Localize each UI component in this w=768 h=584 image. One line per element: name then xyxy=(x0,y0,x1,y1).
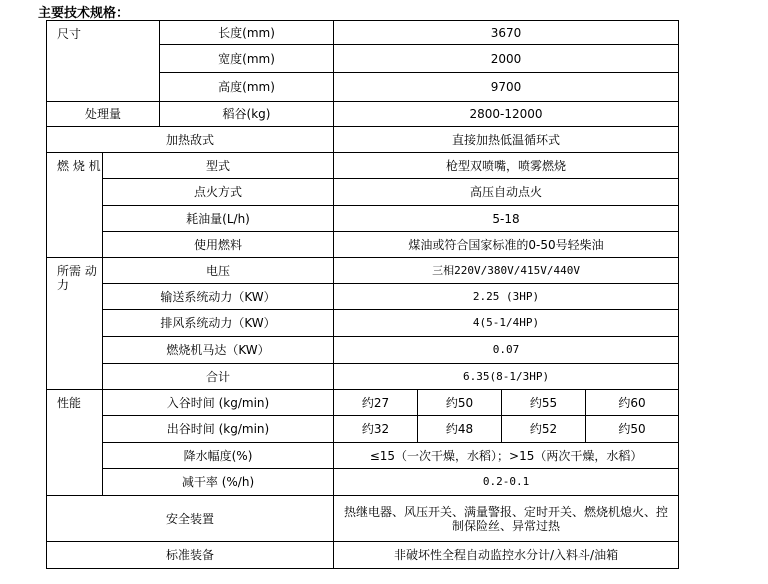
section-power: 所需 动力 xyxy=(47,258,103,390)
row-label: 点火方式 xyxy=(103,179,334,206)
section-capacity: 处理量 xyxy=(47,102,160,127)
row-label: 燃烧机马达（KW） xyxy=(103,337,334,364)
row-value: 煤油或符合国家标准的0-50号轻柴油 xyxy=(334,232,679,258)
table-row xyxy=(47,364,679,390)
table-row xyxy=(47,102,679,127)
table-row xyxy=(47,232,679,258)
row-value: ≤15（一次干燥，水稻）；>15（两次干燥，水稻） xyxy=(334,443,679,469)
row-value: 约52 xyxy=(502,416,586,443)
spec-heading: 主要技术规格： xyxy=(38,6,130,21)
row-value: 约48 xyxy=(418,416,502,443)
spec-table xyxy=(46,20,679,569)
row-value: 高压自动点火 xyxy=(334,179,679,206)
table-row xyxy=(47,21,679,45)
row-label: 耗油量(L/h) xyxy=(103,206,334,232)
row-value: 4(5-1/4HP) xyxy=(334,310,679,337)
row-value: 非破坏性全程自动监控水分计/入料斗/油箱 xyxy=(334,542,679,569)
row-value: 约55 xyxy=(502,390,586,416)
row-label: 合计 xyxy=(103,364,334,390)
row-label: 长度(mm) xyxy=(160,21,334,45)
row-label: 输送系统动力（KW） xyxy=(103,284,334,310)
row-value: 2000 xyxy=(334,45,679,73)
row-label: 加热敌式 xyxy=(47,127,334,153)
row-label: 高度(mm) xyxy=(160,73,334,102)
table-row xyxy=(47,496,679,542)
table-row xyxy=(47,390,679,416)
row-value: 2800-12000 xyxy=(334,102,679,127)
row-value: 3670 xyxy=(334,21,679,45)
row-label: 宽度(mm) xyxy=(160,45,334,73)
table-row xyxy=(47,469,679,496)
table-row xyxy=(47,206,679,232)
table-row xyxy=(47,542,679,569)
table-row xyxy=(47,284,679,310)
row-value: 5-18 xyxy=(334,206,679,232)
table-row xyxy=(47,258,679,284)
row-value: 约32 xyxy=(334,416,418,443)
row-value: 约50 xyxy=(586,416,679,443)
table-row xyxy=(47,310,679,337)
row-value: 直接加热低温循环式 xyxy=(334,127,679,153)
row-value: 约50 xyxy=(418,390,502,416)
row-label: 电压 xyxy=(103,258,334,284)
row-label: 型式 xyxy=(103,153,334,179)
row-label: 安全装置 xyxy=(47,496,334,542)
row-value: 热继电器、风压开关、满量警报、定时开关、燃烧机熄火、控制保险丝、异常过热 xyxy=(334,496,679,542)
table-row xyxy=(47,337,679,364)
table-row xyxy=(47,443,679,469)
section-burner: 燃 烧 机 xyxy=(47,153,103,258)
row-label: 使用燃料 xyxy=(103,232,334,258)
row-label: 稻谷(kg) xyxy=(160,102,334,127)
row-label: 入谷时间 (kg/min) xyxy=(103,390,334,416)
row-value: 0.07 xyxy=(334,337,679,364)
table-row xyxy=(47,179,679,206)
row-label: 标准装备 xyxy=(47,542,334,569)
table-row xyxy=(47,127,679,153)
row-label: 降水幅度(%) xyxy=(103,443,334,469)
table-row xyxy=(47,416,679,443)
row-label: 出谷时间 (kg/min) xyxy=(103,416,334,443)
table-row xyxy=(47,153,679,179)
row-value: 三相220V/380V/415V/440V xyxy=(334,258,679,284)
row-label: 排风系统动力（KW） xyxy=(103,310,334,337)
row-value: 0.2-0.1 xyxy=(334,469,679,496)
row-label: 减干率 (%/h) xyxy=(103,469,334,496)
row-value: 6.35(8-1/3HP) xyxy=(334,364,679,390)
row-value: 约27 xyxy=(334,390,418,416)
row-value: 约60 xyxy=(586,390,679,416)
row-value: 枪型双喷嘴，喷雾燃烧 xyxy=(334,153,679,179)
section-dimensions: 尺寸 xyxy=(47,21,160,102)
row-value: 9700 xyxy=(334,73,679,102)
section-performance: 性能 xyxy=(47,390,103,496)
row-value: 2.25 (3HP) xyxy=(334,284,679,310)
